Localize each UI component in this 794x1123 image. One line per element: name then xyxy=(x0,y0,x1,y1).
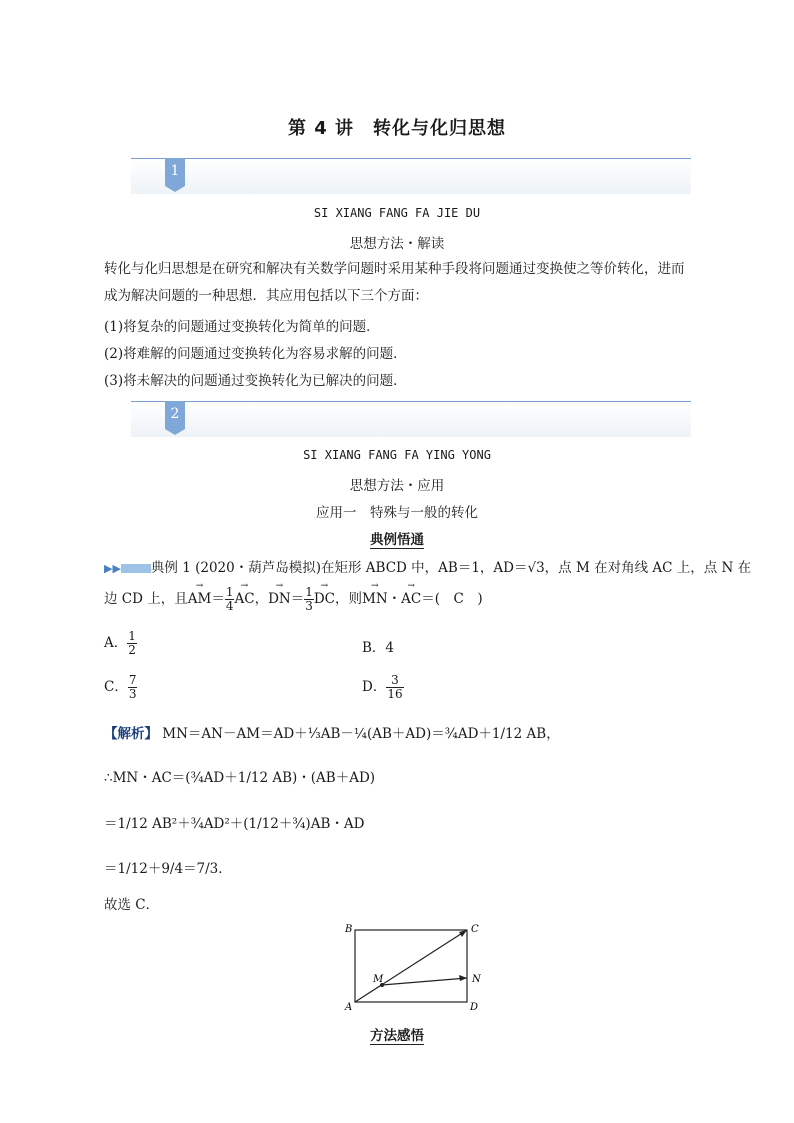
example-text-b: ，则 xyxy=(335,591,362,607)
option-b: B．4 xyxy=(362,640,395,656)
section-2-subheading: 应用一 特殊与一般的转化 xyxy=(316,505,478,521)
conclusion: 故选 C． xyxy=(104,897,160,913)
solution-line-3: ＝1/12 AB²＋¾AD²＋(1/12＋¾)AB・AD xyxy=(104,816,365,832)
boxed-label: 典例悟通 xyxy=(370,528,424,549)
intro-text: 转化与化归思想是在研究和解决有关数学问题时采用某种手段将问题通过变换使之等价转化，进而成为解决问题的一种思想．其应用包括以下三个方面： xyxy=(104,261,685,304)
section-1-band xyxy=(131,158,691,194)
solution-label: 【解析】 xyxy=(104,726,158,742)
example-line-2: 边 CD 上，且→ AM＝ $\frac{1}{4}$ → AC，→ DN＝ $\frac{1}{3}$ → DC，则→ MN・→ AC＝( C ) xyxy=(104,586,483,613)
option-d: D． $\frac{3}{16}$ xyxy=(362,673,403,701)
vector-AC: → AC xyxy=(234,591,254,607)
example-label: 典例 1 xyxy=(150,560,191,576)
example-text-c: ＝( C ) xyxy=(421,591,483,607)
list-item: (2)将难解的问题通过变换转化为容易求解的问题． xyxy=(104,346,407,362)
vector-DC: → DC xyxy=(314,591,335,607)
list-item: (3)将未解决的问题通过变换转化为已解决的问题． xyxy=(104,373,407,389)
option-a: A． $\frac{1}{2}$ xyxy=(104,629,136,657)
example-tag xyxy=(121,564,151,573)
example-text-a: 边 CD 上，且 xyxy=(104,591,188,607)
section-1-pinyin: SI XIANG FANG FA JIE DU xyxy=(313,206,481,220)
section-2-badge: 2 xyxy=(165,401,185,429)
option-c: C． $\frac{7}{3}$ xyxy=(104,673,137,701)
label-M: M xyxy=(373,974,384,985)
section-2-pinyin: SI XIANG FANG FA YING YONG xyxy=(303,448,491,462)
example-line-1 xyxy=(104,556,751,576)
solution-line-1 xyxy=(104,722,560,742)
section-1-intro xyxy=(104,256,694,310)
vector-MN: → MN xyxy=(362,591,388,607)
label-B: B xyxy=(345,924,353,935)
vector-AC: → AC xyxy=(401,591,421,607)
rectangle-figure xyxy=(340,920,490,1015)
section-2-heading: 思想方法・应用 xyxy=(349,478,445,494)
label-C: C xyxy=(471,924,479,935)
vector-DN: → DN xyxy=(268,591,291,607)
section-1-badge: 1 xyxy=(165,158,185,186)
vector-AM: → AM xyxy=(188,591,212,607)
section-1-heading: 思想方法・解读 xyxy=(349,236,445,252)
solution-line-2: ∴MN・AC＝(¾AD＋1/12 AB)・(AB＋AD) xyxy=(104,770,376,786)
section-2-band xyxy=(131,401,691,437)
solution-text: MN＝AN－AM＝AD＋⅓AB－¼(AB＋AD)＝¾AD＋1/12 AB， xyxy=(162,726,560,742)
example-text: (2020・葫芦岛模拟)在矩形 ABCD 中，AB＝1，AD＝√3，点 M 在对角线 AC 上，点 N 在 xyxy=(195,560,752,576)
fraction: $\frac{1}{4}$ xyxy=(225,585,234,613)
solution-line-4: ＝1/12＋9/4＝7/3． xyxy=(104,861,232,877)
boxed-label-wrap xyxy=(0,528,794,549)
page-title: 第 4 讲 转化与化归思想 xyxy=(287,118,507,139)
fraction: $\frac{1}{3}$ xyxy=(305,585,313,613)
label-D: D xyxy=(470,1002,479,1013)
label-N: N xyxy=(472,974,481,985)
label-A: A xyxy=(345,1002,353,1013)
double-chevron-icon: ▶▶ xyxy=(104,562,121,575)
bottom-boxed-label: 方法感悟 xyxy=(370,1024,424,1045)
bottom-label-wrap xyxy=(0,1024,794,1045)
list-item: (1)将复杂的问题通过变换转化为简单的问题． xyxy=(104,319,380,335)
